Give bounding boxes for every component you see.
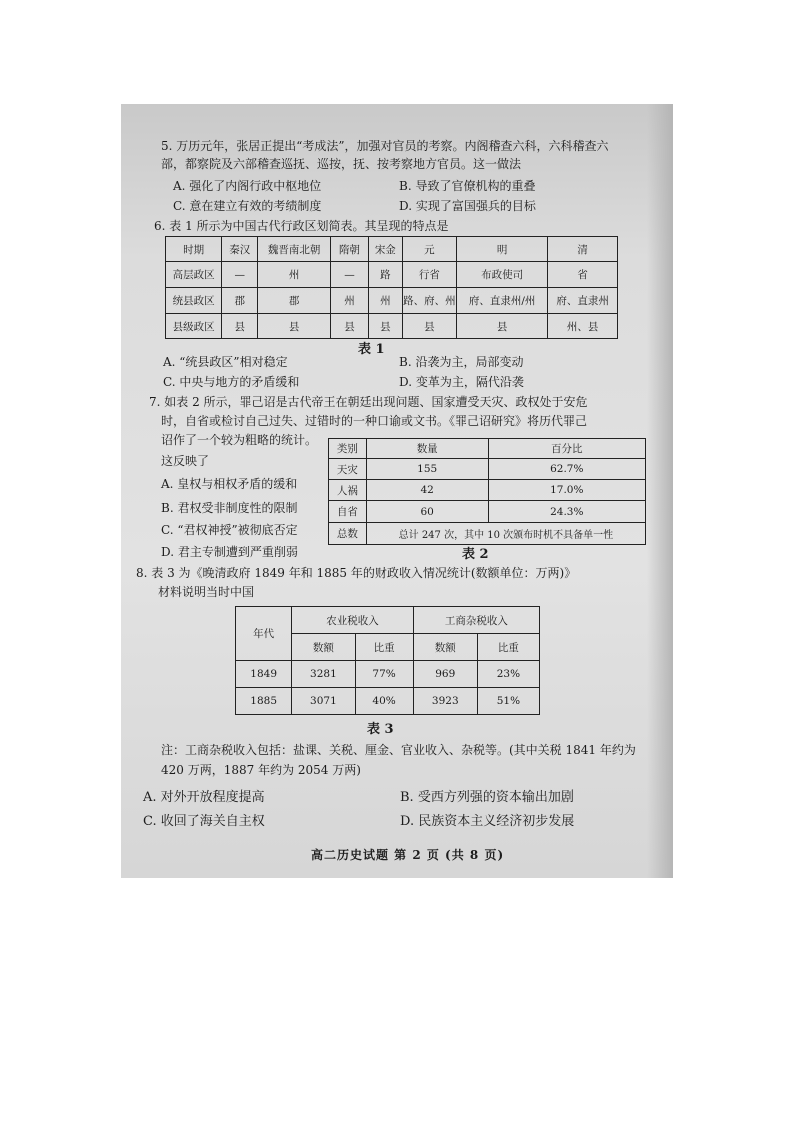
- t2-cell: 60: [366, 501, 488, 523]
- q7-stem-line4: 这反映了: [161, 454, 210, 468]
- table-row: [166, 262, 618, 288]
- t2-cell: 人祸: [329, 480, 367, 501]
- t2-header-count: 数量: [366, 439, 488, 459]
- q5-option-c: C. 意在建立有效的考绩制度: [173, 199, 322, 213]
- t3-cell: 3281: [292, 661, 355, 688]
- t2-cell: 155: [366, 459, 488, 480]
- q5-stem-line2: 部，都察院及六部稽查巡抚、巡按，抚、按考察地方官员。这一做法: [161, 157, 522, 171]
- t1-cell: 省: [548, 262, 618, 288]
- t3-sub-amount: 数额: [413, 634, 477, 661]
- q5-option-b: B. 导致了官僚机构的重叠: [399, 179, 536, 193]
- q6-option-c: C. 中央与地方的矛盾缓和: [163, 375, 300, 389]
- t1-cell: 县级政区: [166, 314, 222, 339]
- table-row: [329, 501, 646, 523]
- t1-cell: 州: [368, 288, 402, 314]
- t3-cell: 3923: [413, 688, 477, 715]
- table-row: [329, 523, 646, 545]
- t1-cell: 县: [457, 314, 548, 339]
- table-row: [236, 688, 540, 715]
- t2-total-text: 总计 247 次，其中 10 次颁布时机不具备单一性: [366, 523, 645, 545]
- t1-cell: 县: [368, 314, 402, 339]
- table-row: [329, 480, 646, 501]
- t1-cell: 州、县: [548, 314, 618, 339]
- q7-option-d: D. 君主专制遭到严重削弱: [161, 545, 298, 559]
- t2-cell: 17.0%: [488, 480, 645, 501]
- q8-option-b: B. 受西方列强的资本输出加剧: [400, 790, 574, 805]
- q7-option-a: A. 皇权与相权矛盾的缓和: [161, 477, 298, 491]
- t1-cell: 府、直隶州/州: [457, 288, 548, 314]
- t2-total-label: 总数: [329, 523, 367, 545]
- table-1: [165, 236, 618, 339]
- exam-page-photo: [121, 104, 673, 878]
- t1-cell: 县: [258, 314, 331, 339]
- table-row: [329, 459, 646, 480]
- t2-cell: 42: [366, 480, 488, 501]
- t1-cell: —: [222, 262, 258, 288]
- t2-cell: 24.3%: [488, 501, 645, 523]
- page-edge-shadow: [647, 104, 673, 878]
- t3-cell: 969: [413, 661, 477, 688]
- table-2: [328, 438, 646, 545]
- t2-cell: 62.7%: [488, 459, 645, 480]
- q7-stem-line2: 时，自省或检讨自己过失、过错时的一种口谕或文书。《罪己诏研究》将历代罪己: [161, 414, 588, 428]
- table-1-caption: 表 1: [358, 342, 385, 357]
- q6-option-b: B. 沿袭为主，局部变动: [399, 355, 524, 369]
- t1-cell: 县: [402, 314, 456, 339]
- t1-header-weijin: 魏晋南北朝: [258, 237, 331, 262]
- q6-stem: 6. 表 1 所示为中国古代行政区划简表。其呈现的特点是: [154, 219, 449, 233]
- q5-option-a: A. 强化了内阁行政中枢地位: [173, 179, 322, 193]
- t1-cell: 县: [330, 314, 368, 339]
- t3-cell: 1885: [236, 688, 292, 715]
- t3-cell: 77%: [355, 661, 413, 688]
- t1-cell: 统县政区: [166, 288, 222, 314]
- q8-stem-line1: 8. 表 3 为《晚清政府 1849 年和 1885 年的财政收入情况统计(数额单位：万两)》: [136, 566, 577, 580]
- t1-cell: 府、直隶州: [548, 288, 618, 314]
- t1-cell: 郡: [258, 288, 331, 314]
- t3-cell: 23%: [477, 661, 539, 688]
- t1-cell: 州: [258, 262, 331, 288]
- t3-header-agri: 农业税收入: [292, 607, 413, 634]
- q7-stem-line1: 7. 如表 2 所示，罪己诏是古代帝王在朝廷出现问题、国家遭受天灾、政权处于安危: [149, 395, 588, 409]
- t3-cell: 3071: [292, 688, 355, 715]
- q8-note-line1: 注：工商杂税收入包括：盐课、关税、厘金、官业收入、杂税等。(其中关税 1841 年约为: [161, 743, 636, 757]
- table-3: [235, 606, 540, 715]
- t1-cell: 路、府、州: [402, 288, 456, 314]
- t1-header-yuan: 元: [402, 237, 456, 262]
- page-footer: 高二历史试题 第 2 页 (共 8 页): [311, 848, 505, 862]
- t2-cell: 自省: [329, 501, 367, 523]
- q5-stem-line1: 5. 万历元年，张居正提出“考成法”，加强对官员的考察。内阁稽查六科，六科稽查六: [161, 139, 609, 153]
- t1-header-qinhan: 秦汉: [222, 237, 258, 262]
- t1-cell: 高层政区: [166, 262, 222, 288]
- t1-header-songjin: 宋金: [368, 237, 402, 262]
- q8-option-a: A. 对外开放程度提高: [143, 790, 265, 805]
- q6-option-a: A. “统县政区”相对稳定: [163, 355, 288, 369]
- t1-cell: 县: [222, 314, 258, 339]
- t3-header-year: 年代: [236, 607, 292, 661]
- table-row: [166, 288, 618, 314]
- q8-option-d: D. 民族资本主义经济初步发展: [400, 814, 575, 829]
- q6-option-d: D. 变革为主，隔代沿袭: [399, 375, 524, 389]
- table-row: [166, 314, 618, 339]
- t3-cell: 40%: [355, 688, 413, 715]
- t1-cell: 路: [368, 262, 402, 288]
- t1-cell: 州: [330, 288, 368, 314]
- t1-header-qing: 清: [548, 237, 618, 262]
- table-3-caption: 表 3: [367, 722, 394, 737]
- t1-header-ming: 明: [457, 237, 548, 262]
- t3-cell: 51%: [477, 688, 539, 715]
- t1-header-sui: 隋朝: [330, 237, 368, 262]
- t2-header-percent: 百分比: [488, 439, 645, 459]
- t1-cell: 行省: [402, 262, 456, 288]
- q8-option-c: C. 收回了海关自主权: [143, 814, 265, 829]
- t1-header-period: 时期: [166, 237, 222, 262]
- t3-sub-amount: 数额: [292, 634, 355, 661]
- table-2-caption: 表 2: [462, 547, 489, 562]
- table-row: [236, 661, 540, 688]
- q5-option-d: D. 实现了富国强兵的目标: [399, 199, 536, 213]
- t1-cell: 布政使司: [457, 262, 548, 288]
- q8-note-line2: 420 万两，1887 年约为 2054 万两): [161, 763, 361, 777]
- t3-header-commerce: 工商杂税收入: [413, 607, 539, 634]
- q7-stem-line3: 诏作了一个较为粗略的统计。: [161, 433, 318, 447]
- q8-stem-line2: 材料说明当时中国: [158, 585, 255, 599]
- t1-cell: 郡: [222, 288, 258, 314]
- t3-sub-share: 比重: [477, 634, 539, 661]
- t3-sub-share: 比重: [355, 634, 413, 661]
- q7-option-b: B. 君权受非制度性的限制: [161, 501, 298, 515]
- q7-option-c: C. “君权神授”被彻底否定: [161, 523, 298, 537]
- t3-cell: 1849: [236, 661, 292, 688]
- t2-header-category: 类别: [329, 439, 367, 459]
- t1-cell: —: [330, 262, 368, 288]
- t2-cell: 天灾: [329, 459, 367, 480]
